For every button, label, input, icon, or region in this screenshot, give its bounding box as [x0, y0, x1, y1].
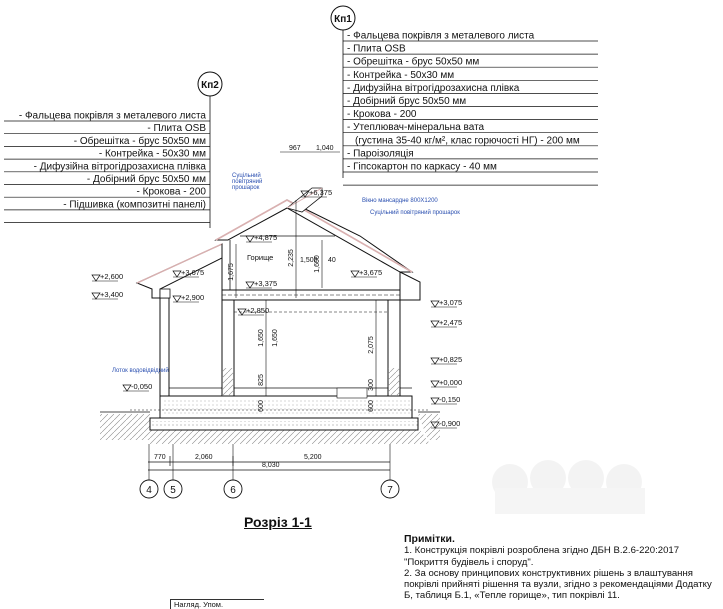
top-dim-2: 1,040 — [316, 145, 334, 152]
notes-block — [404, 534, 719, 602]
level-right-3: +0,825 — [439, 355, 463, 364]
kp2-line-6: - Добірний брус 50х50 мм — [86, 174, 206, 185]
wall-axis-4 — [160, 298, 169, 396]
vdim-10: 1,600 — [314, 255, 321, 273]
kp1-line-8: - Утеплювач-мінеральна вата — [347, 122, 485, 134]
kp2-line-2: - Плита OSB — [147, 123, 206, 135]
door-opening — [337, 388, 367, 398]
kp2-line-5: - Дифузійна вітрогідрозахисна плівка — [33, 161, 206, 173]
kp2-line-4: - Контрейка - 50х30 мм — [98, 148, 206, 160]
vdim-6: 600 — [258, 400, 265, 412]
level-right-2: +2,475 — [439, 318, 463, 327]
hdim-2060: 2,060 — [195, 454, 213, 461]
kp2-line-1: - Фальцева покрівля з металевого листа — [18, 110, 206, 122]
vdim-2: 2,235 — [288, 249, 295, 267]
note-item-1: 1. Конструкція покрівлі розроблена згідно ДБН В.2.6-220:2017 "Покриття будівель і споруд". — [404, 545, 680, 568]
level-right-5: -0,150 — [439, 395, 461, 404]
vent-note-left-line1: Суцільний — [232, 173, 261, 179]
kp1-line-3: - Обрешітка - брус 50х50 мм — [347, 56, 480, 68]
vdim-8: 300 — [368, 379, 375, 391]
level-right-4: +0,000 — [439, 378, 463, 387]
kp2-line-7: - Крокова - 200 — [136, 186, 206, 198]
kp1-line-7: - Крокова - 200 — [347, 109, 417, 121]
callout-kp2-label: Кп2 — [201, 80, 219, 91]
vent-note-left-line3: прошарок — [232, 185, 260, 191]
kp1-line-4: - Контрейка - 50х30 мм — [347, 69, 455, 81]
gutter-note: Лоток водовідвідний — [112, 368, 169, 374]
callout-kp1 — [331, 6, 598, 185]
level-left-3: -0,050 — [131, 382, 153, 391]
level-inner-3: +4,875 — [254, 233, 278, 242]
vent-note-right: Суцільний повітряний прошарок — [370, 210, 460, 216]
hdim-5200: 5,200 — [304, 454, 322, 461]
inner-dim-1: 1,500 — [300, 257, 318, 264]
vdim-1: 1,675 — [228, 263, 235, 281]
top-dim-1: 967 — [289, 145, 301, 152]
kp1-line-5: - Дифузійна вітрогідрозахисна плівка — [347, 82, 520, 94]
level-left-1: +2,600 — [100, 272, 124, 281]
kp2-line-3: - Обрешітка - брус 50х50 мм — [73, 135, 206, 147]
axis-label-6: 6 — [230, 485, 236, 496]
level-inner-5: +2,850 — [246, 306, 270, 315]
axis-label-5: 5 — [170, 485, 176, 496]
section-title: Розріз 1-1 — [244, 514, 312, 530]
callout-kp1-label: Кп1 — [334, 14, 352, 25]
vent-note-left-line2: повітряний — [232, 179, 263, 185]
kp1-line-9: (густина 35-40 кг/м², клас горючості НГ) - 200 мм — [355, 135, 580, 147]
kp1-line-2: - Плита OSB — [347, 43, 406, 55]
kp2-line-8: - Підшивка (композитні панелі) — [63, 199, 206, 211]
walls — [160, 298, 400, 398]
horizontal-dimensions — [148, 454, 390, 470]
notes-heading: Примітки. — [404, 533, 455, 545]
window-note: Вікно мансардне 800Х1200 — [362, 198, 438, 204]
kp1-line-6: - Добірний брус 50х50 мм — [347, 96, 467, 107]
hdim-total: 8,030 — [262, 462, 280, 469]
level-right-6: -0,900 — [439, 419, 461, 428]
level-markers — [92, 188, 462, 428]
dimension-lines — [130, 200, 430, 410]
note-item-2: 2. За основу принципових конструктивних рішень з влаштування покрівлі прийняті рішення та вузли, згідно з рекомендаціями Додатку Б, таблиця Б.1, «Тепле горище», тип покрівлі 11. — [404, 567, 712, 602]
title-block-stamp: Нагляд. Упом. — [170, 599, 264, 609]
level-right-1: +3,075 — [439, 298, 463, 307]
callout-kp2 — [4, 72, 222, 228]
axis-label-7: 7 — [387, 485, 393, 496]
grid-axes — [140, 444, 399, 498]
level-inner-6: +6,375 — [309, 188, 333, 197]
kp1-line-1: - Фальцева покрівля з металевого листа — [347, 30, 535, 42]
vdim-4: 1,650 — [272, 329, 279, 347]
vdim-7: 2,075 — [368, 336, 375, 354]
vdim-9: 600 — [368, 400, 375, 412]
vdim-3: 1,650 — [258, 329, 265, 347]
level-inner-4: +3,375 — [254, 279, 278, 288]
level-inner-1: +3,675 — [181, 268, 205, 277]
watermark-logo — [492, 460, 645, 514]
attic-label: Горище — [247, 253, 274, 262]
level-left-2: +3,400 — [100, 290, 124, 299]
axis-label-4: 4 — [146, 485, 152, 496]
level-inner-7: +3,675 — [359, 268, 383, 277]
hdim-770: 770 — [154, 454, 166, 461]
kp1-line-10: - Пароізоляція — [347, 148, 414, 160]
vdim-5: 825 — [258, 374, 265, 386]
level-inner-2: +2,900 — [181, 293, 205, 302]
inner-dim-2: 40 — [328, 257, 336, 264]
kp1-line-11: - Гіпсокартон по каркасу - 40 мм — [347, 161, 497, 173]
